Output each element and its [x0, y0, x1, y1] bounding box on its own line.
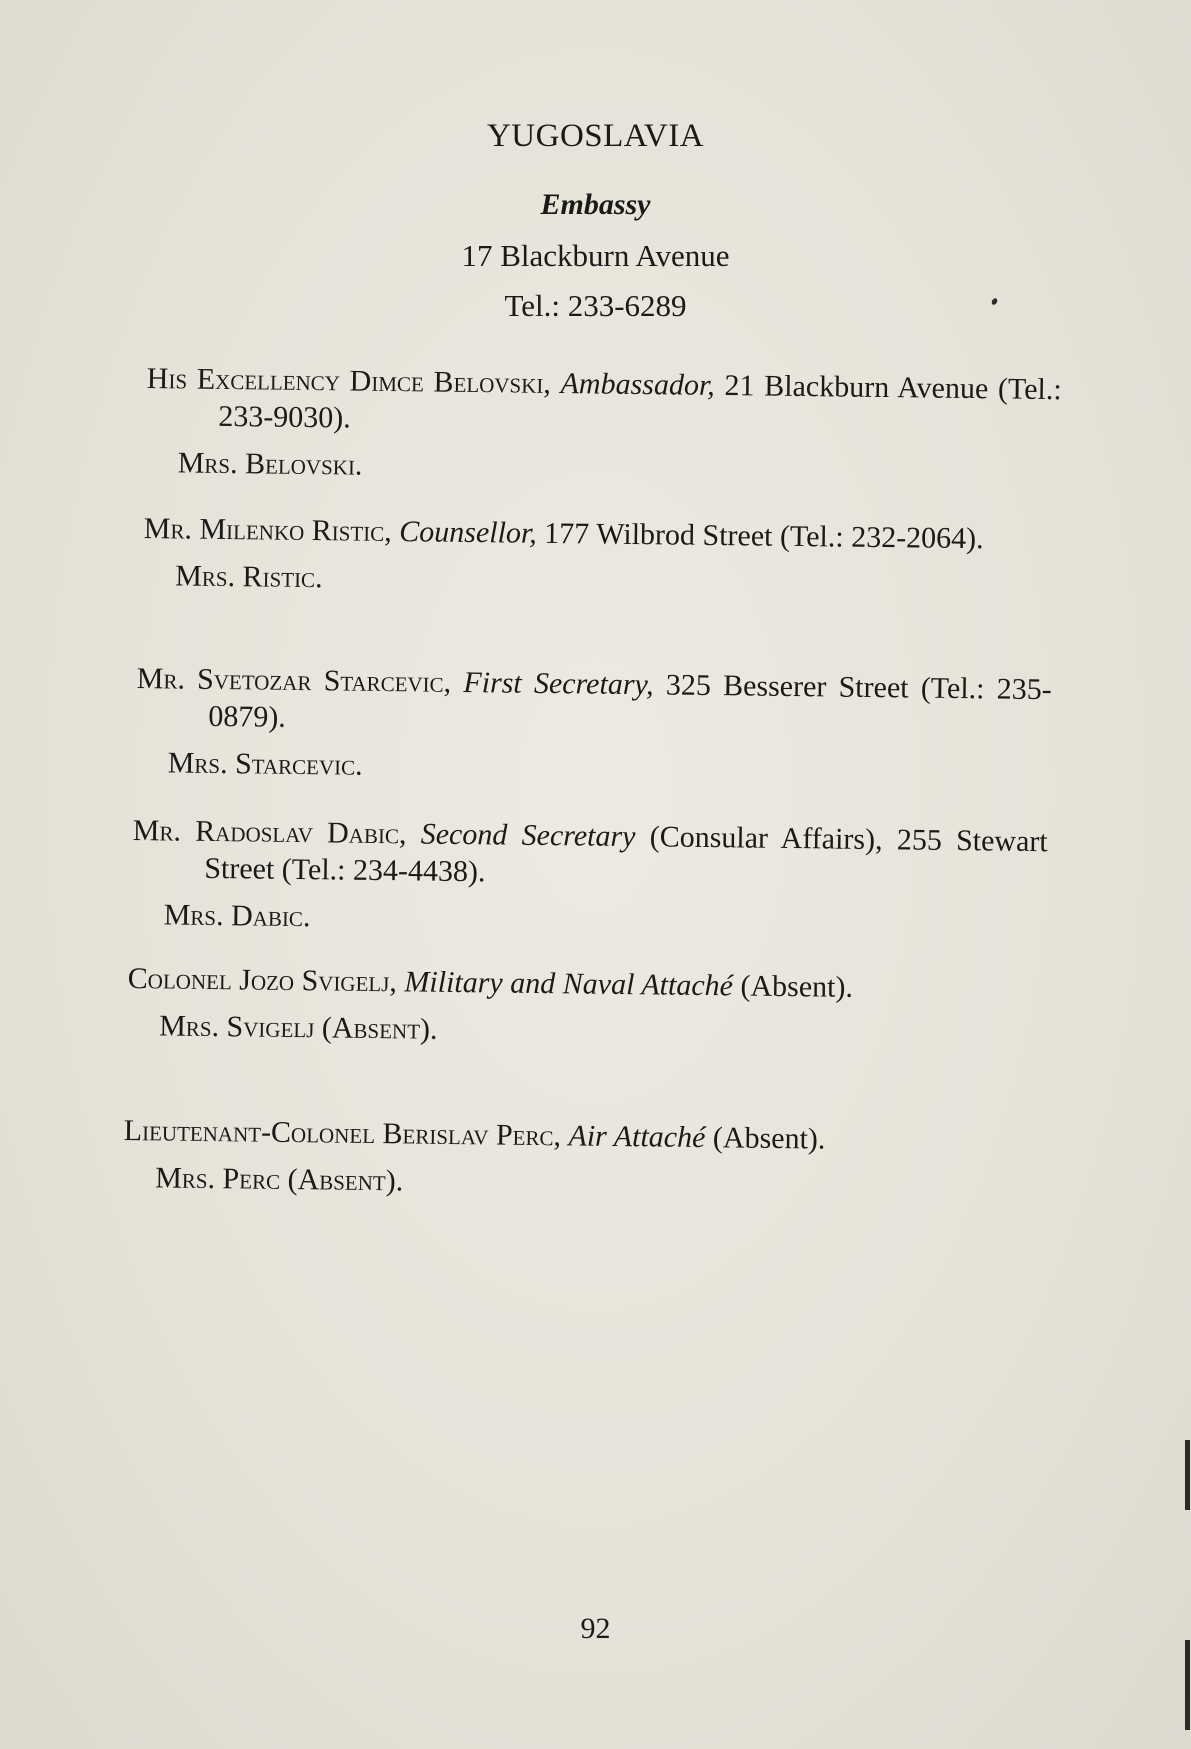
entry-main-line [124, 1112, 1039, 1160]
diplomat-role: First Secretary, [463, 665, 654, 702]
diplomat-entry [132, 812, 1048, 944]
diplomat-entry [123, 1112, 1039, 1207]
entry-main-line [136, 660, 1052, 745]
spouse-name: Mrs. Ristic. [174, 559, 323, 595]
diplomat-details: (Absent). [740, 969, 854, 1004]
entry-main-line [144, 510, 1059, 558]
spouse-name: Mrs. Belovski. [177, 446, 363, 482]
entry-main-line [128, 960, 1043, 1008]
page-edge-shadow [1185, 1640, 1190, 1730]
diplomat-name: Mr. Milenko Ristic, [143, 511, 392, 549]
spouse-name: Mrs. Dabic. [163, 898, 311, 934]
spouse-name: Mrs. Perc (Absent). [154, 1161, 404, 1198]
country-heading: YUGOSLAVIA [486, 118, 705, 154]
diplomat-details: 177 Wilbrod Street (Tel.: 232-2064). [544, 516, 984, 556]
diplomat-entry [127, 960, 1043, 1055]
page-number: 92 [580, 1612, 611, 1645]
section-subtitle: Embassy [540, 188, 651, 221]
diplomat-role: Military and Naval Attaché [404, 965, 734, 1003]
diplomat-name: Colonel Jozo Svigelj, [127, 961, 398, 999]
page-edge-shadow [1185, 1440, 1190, 1510]
entry-main-line [132, 812, 1048, 897]
embassy-phone: Tel.: 233-6289 [504, 288, 687, 323]
embassy-address: 17 Blackburn Avenue [461, 238, 730, 273]
diplomat-entry [143, 510, 1059, 605]
entry-main-line [146, 360, 1062, 445]
diplomat-role: Air Attaché [568, 1119, 706, 1155]
diplomat-details: 325 Besserer Street (Tel.: 235-0879). [208, 668, 1052, 734]
diplomat-details: 21 Blackburn Avenue (Tel.: 233-9030). [218, 369, 1062, 435]
diplomat-name: Lieutenant-Colonel Berislav Perc, [123, 1113, 562, 1153]
diplomat-role: Second Secretary [420, 817, 636, 854]
diplomat-name: Mr. Svetozar Starcevic, [136, 661, 452, 699]
diplomat-name: His Excellency Dimce Belovski, [146, 361, 552, 400]
diplomat-entry [146, 360, 1062, 492]
diplomat-role: Ambassador, [560, 367, 715, 402]
diplomat-details: (Absent). [712, 1121, 826, 1156]
diplomat-details: (Consular Affairs), 255 Stewart Street (Tel.: 234-4438). [204, 820, 1048, 889]
diplomat-name: Mr. Radoslav Dabic, [132, 813, 407, 851]
spouse-name: Mrs. Svigelj (Absent). [158, 1009, 438, 1046]
diplomat-entry [136, 660, 1052, 792]
spouse-name: Mrs. Starcevic. [167, 746, 363, 782]
diplomat-role: Counsellor, [399, 515, 537, 550]
